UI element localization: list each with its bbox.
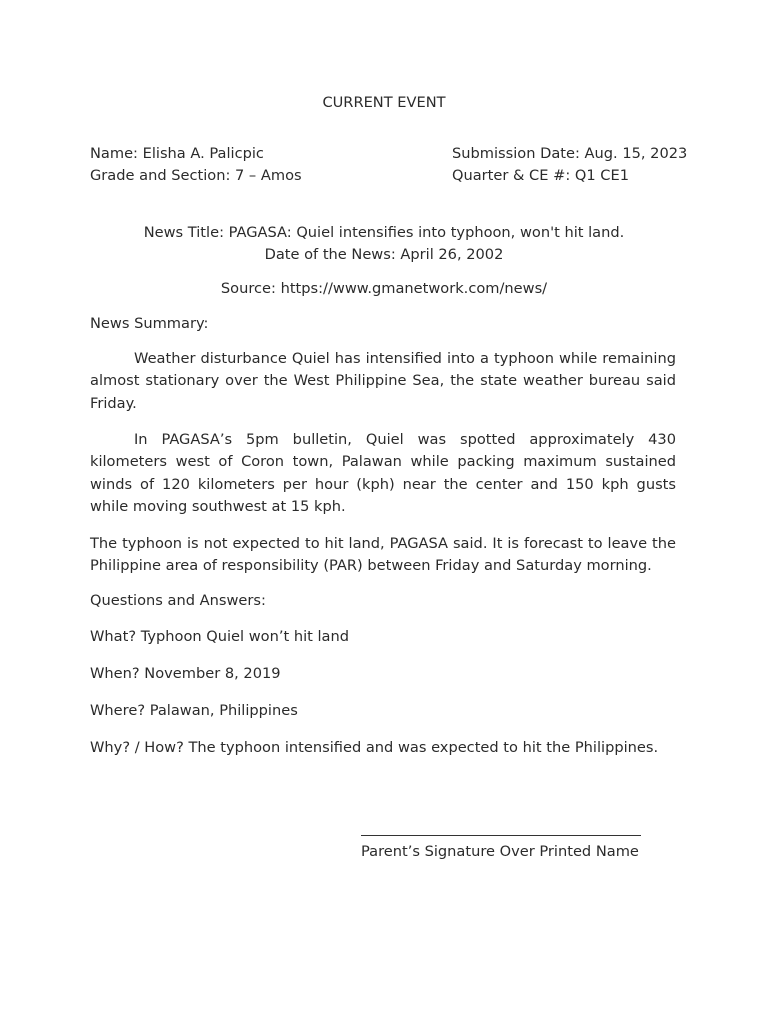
- summary-paragraph-3: The typhoon is not expected to hit land, PAGASA said. It is forecast to leave the Philippine area of responsibility (PAR) between Friday and Saturday morning.: [90, 535, 676, 575]
- summary-label: News Summary:: [90, 315, 209, 332]
- qa-when: When? November 8, 2019: [90, 665, 281, 682]
- grade-section: Grade and Section: 7 – Amos: [90, 167, 302, 184]
- submission-date: Submission Date: Aug. 15, 2023: [452, 145, 688, 162]
- quarter-ce: Quarter & CE #: Q1 CE1: [452, 167, 629, 184]
- news-title: News Title: PAGASA: Quiel intensifies into typhoon, won't hit land.: [143, 224, 625, 241]
- news-source: Source: https://www.gmanetwork.com/news/: [220, 280, 548, 297]
- news-date: Date of the News: April 26, 2002: [264, 246, 504, 263]
- qa-where: Where? Palawan, Philippines: [90, 702, 298, 719]
- qa-label: Questions and Answers:: [90, 592, 266, 609]
- summary-paragraph-1: Weather disturbance Quiel has intensified into a typhoon while remaining almost stationary over the West Philippine Sea, the state weather bureau said Friday.: [90, 350, 676, 412]
- qa-why-how: Why? / How? The typhoon intensified and was expected to hit the Philippines.: [90, 739, 659, 756]
- signature-line: [361, 835, 641, 836]
- qa-what: What? Typhoon Quiel won’t hit land: [90, 628, 350, 645]
- summary-paragraph-2: In PAGASA’s 5pm bulletin, Quiel was spotted approximately 430 kilometers west of Coron town, Palawan while packing maximum sustained winds of 120 kilometers per hour (kph) near the center and 150 kph gusts while moving southwest at 15 kph.: [90, 431, 676, 516]
- document-title: CURRENT EVENT: [322, 94, 446, 111]
- signature-label: Parent’s Signature Over Printed Name: [361, 843, 639, 860]
- student-name: Name: Elisha A. Palicpic: [90, 145, 264, 162]
